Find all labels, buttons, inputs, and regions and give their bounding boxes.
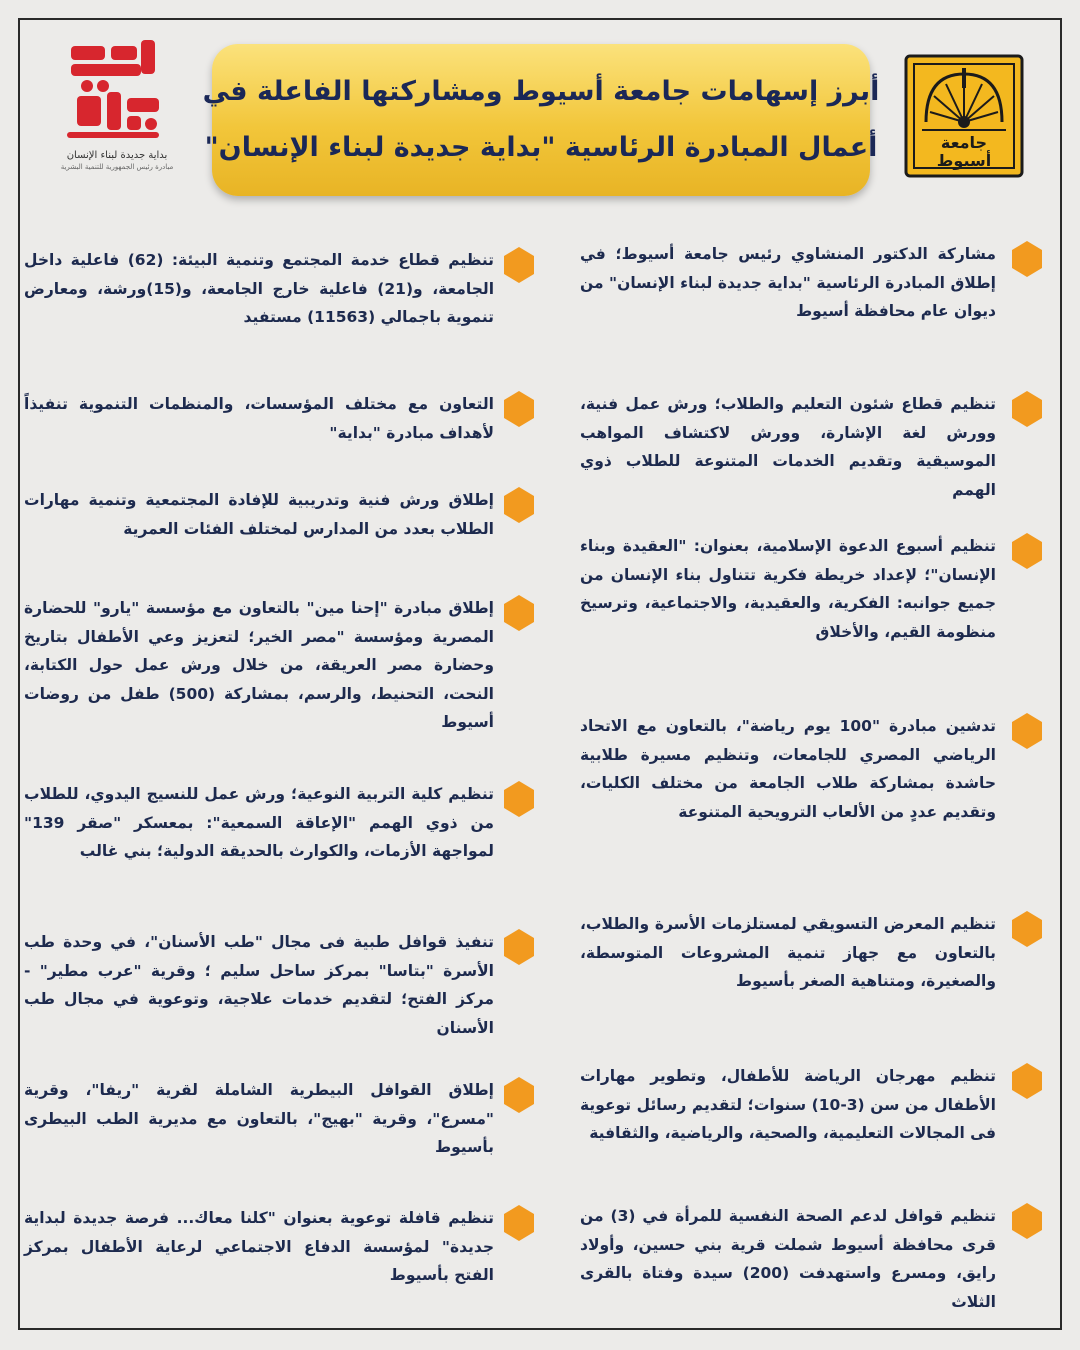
list-item: مشاركة الدكتور المنشاوي رئيس جامعة أسيوط؛ في إطلاق المبادرة الرئاسية "بداية جديدة لبناء الإنسان" من ديوان عام محافظة أسيوط: [580, 245, 996, 320]
hexagon-bullet-icon: [1010, 910, 1044, 948]
hexagon-bullet-icon: [1010, 240, 1044, 278]
list-item: تنظيم كلية التربية النوعية؛ ورش عمل للنسيج اليدوي، للطلاب من ذوي الهمم "الإعاقة السمعية": بمعسكر "صقر 139" لمواجهة الأزمات، والكوارث بالحديقة الدولية؛ بني غالب: [24, 785, 494, 860]
hexagon-bullet-icon: [502, 928, 536, 966]
hexagon-bullet-icon: [1010, 1202, 1044, 1240]
hexagon-bullet-icon: [1010, 532, 1044, 570]
hexagon-bullet-icon: [502, 1076, 536, 1114]
hexagon-bullet-icon: [502, 390, 536, 428]
list-item: إطلاق مبادرة "إحنا مين" بالتعاون مع مؤسسة "يارو" للحضارة المصرية ومؤسسة "مصر الخير؛ لتعزيز وعي الأطفال بتاريخ وحضارة مصر العريقة، من خلال ورش عمل حول الكتابة، النحت، التحنيط، والرسم، بمشاركة (500) طفل من روضات أسيوط: [24, 599, 494, 731]
university-name-top: جامعة: [940, 133, 988, 152]
university-name-bottom: أسيوط: [936, 151, 992, 170]
list-item: تنظيم قطاع خدمة المجتمع وتنمية البيئة: (62) فاعلية داخل الجامعة، و(21) فاعلية خارج الجامعة، و(15)ورشة، ومعارض تنموية باجمالي (11563) مستفيد: [24, 251, 495, 326]
list-item: تنظيم المعرض التسويقي لمستلزمات الأسرة والطلاب، بالتعاون مع جهاز تنمية المشروعات المتوسطة، والصغيرة، ومتناهية الصغر بأسيوط: [580, 915, 996, 990]
assiut-university-logo-icon: [902, 52, 1026, 180]
list-item: إطلاق القوافل البيطرية الشاملة لقرية "ريفا"، وقرية "مسرع"، وقرية "بهيج"، بالتعاون مع مديرية الطب البيطرى بأسيوط: [24, 1081, 494, 1156]
list-item: تنفيذ قوافل طبية فى مجال "طب الأسنان"، في وحدة طب الأسرة "بتاسا" بمركز ساحل سليم ؛ وقرية "عرب مطير" - مركز الفتح؛ لتقديم خدمات علاجية، وتوعوية في مجال طب الأسنان: [24, 933, 494, 1037]
initiative-subline: مبادرة رئيس الجمهورية للتنمية البشرية: [60, 163, 174, 171]
hexagon-bullet-icon: [502, 486, 536, 524]
list-item: تنظيم قافلة توعوية بعنوان "كلنا معاك... فرصة جديدة لبداية جديدة" لمؤسسة الدفاع الاجتماعي لرعاية الأطفال بمركز الفتح بأسيوط: [24, 1209, 494, 1284]
initiative-mark-icon: [57, 36, 177, 144]
hexagon-bullet-icon: [1010, 712, 1044, 750]
list-item: تنظيم قوافل لدعم الصحة النفسية للمرأة في (3) من قرى محافظة أسيوط شملت قرية بني حسين، وأولاد رايق، ومسرع واستهدفت (200) سيدة وفتاة بالقرى الثلاث: [580, 1207, 996, 1311]
list-item: تدشين مبادرة "100 يوم رياضة"، بالتعاون مع الاتحاد الرياضي المصري للجامعات، وتنظيم مسيرة طلابية حاشدة بمشاركة طلاب الجامعة من مختلف الكليات، وتقديم عددٍ من الألعاب الترويحية المتنوعة: [580, 717, 996, 821]
hexagon-bullet-icon: [502, 594, 536, 632]
title-banner: [202, 44, 880, 196]
initiative-logo: [44, 36, 190, 186]
hexagon-bullet-icon: [1010, 1062, 1044, 1100]
list-item: تنظيم مهرجان الرياضة للأطفال، وتطوير مهارات الأطفال من سن (3-10) سنوات؛ لتقديم رسائل توعوية فى المجالات التعليمية، والصحية، والرياضية، والثقافية: [580, 1067, 996, 1142]
hexagon-bullet-icon: [502, 246, 536, 284]
initiative-tagline: بداية جديدة لبناء الإنسان: [66, 150, 168, 161]
list-item: التعاون مع مختلف المؤسسات، والمنظمات التنموية تنفيذاً لأهداف مبادرة "بداية": [24, 395, 494, 442]
list-item: تنظيم قطاع شئون التعليم والطلاب؛ ورش عمل فنية، وورش لغة الإشارة، وورش لاكتشاف المواهب الموسيقية وتقديم الخدمات المتنوعة للطلاب ذوي الهمم: [580, 395, 996, 499]
hexagon-bullet-icon: [1010, 390, 1044, 428]
title-line-1: أبرز إسهامات جامعة أسيوط ومشاركتها الفاعلة في: [202, 76, 880, 107]
title-line-2: أعمال المبادرة الرئاسية "بداية جديدة لبناء الإنسان": [204, 132, 878, 163]
hexagon-bullet-icon: [502, 1204, 536, 1242]
list-item: إطلاق ورش فنية وتدريبية للإفادة المجتمعية وتنمية مهارات الطلاب بعدد من المدارس لمختلف الفئات العمرية: [24, 491, 494, 538]
hexagon-bullet-icon: [502, 780, 536, 818]
list-item: تنظيم أسبوع الدعوة الإسلامية، بعنوان: "العقيدة وبناء الإنسان"؛ لإعداد خريطة فكرية تتناول بناء الإنسان من جميع جوانبه: الفكرية، والعقيدية، والاجتماعية، وترسيخ منظومة القيم، والأخلاق: [580, 537, 996, 641]
